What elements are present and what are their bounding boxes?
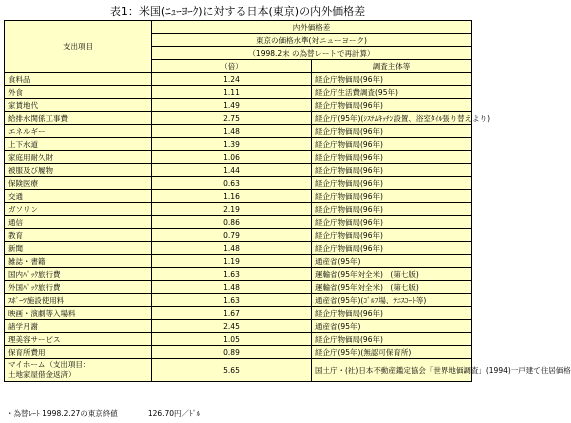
row-item: 諸学月謝: [5, 320, 152, 333]
row-item: 交通: [5, 190, 152, 203]
table-row: [5, 294, 472, 307]
row-value: 1.63: [152, 294, 312, 307]
row-item: 新聞: [5, 242, 152, 255]
table-row: [5, 177, 472, 190]
row-value: 1.67: [152, 307, 312, 320]
row-source: 経企庁物価局(96年): [312, 73, 472, 86]
table-row: [5, 268, 472, 281]
row-source: 経企庁物価局(96年): [312, 125, 472, 138]
row-source: 運輸省(95年対全米) (第七版): [312, 281, 472, 294]
row-source: 経企庁(95年)(無認可保育所): [312, 346, 472, 359]
table-row: [5, 112, 472, 125]
row-item: 理美容サービス: [5, 333, 152, 346]
row-source: 経企庁物価局(96年): [312, 190, 472, 203]
row-item: 雑誌・書籍: [5, 255, 152, 268]
row-item: [5, 359, 152, 382]
footnote: [6, 408, 200, 419]
header-unit-label: （倍）: [152, 60, 312, 73]
row-value: 1.48: [152, 125, 312, 138]
row-source: 経企庁物価局(96年): [312, 203, 472, 216]
row-item: ｽﾎﾟｰﾂ施設使用料: [5, 294, 152, 307]
row-source: 経企庁物価局(96年): [312, 216, 472, 229]
row-value: 1.44: [152, 164, 312, 177]
table-row: [5, 307, 472, 320]
row-item: 外食: [5, 86, 152, 99]
row-source: 経企庁物価局(96年): [312, 177, 472, 190]
header-row-1: [5, 21, 472, 34]
table-row: [5, 255, 472, 268]
header-level-label: 東京の価格水準(対ニューヨーク): [152, 34, 472, 47]
row-source: 通産省(95年): [312, 320, 472, 333]
row-value: 0.63: [152, 177, 312, 190]
row-item: 給排水関係工事費: [5, 112, 152, 125]
row-value: 1.16: [152, 190, 312, 203]
row-source: 経企庁物価局(96年): [312, 242, 472, 255]
footnote-value: 126.70円／ﾄﾞﾙ: [147, 409, 201, 418]
row-item: 被服及び履物: [5, 164, 152, 177]
row-value: 1.05: [152, 333, 312, 346]
row-value: 2.75: [152, 112, 312, 125]
row-value: 2.19: [152, 203, 312, 216]
row-source: 国土庁・(社)日本不動産鑑定協会「世界地価調査」(1994)一戸建て住居価格: [312, 359, 472, 382]
table-row: [5, 203, 472, 216]
row-item: 保険医療: [5, 177, 152, 190]
table-row: [5, 281, 472, 294]
table-row: [5, 164, 472, 177]
row-source: 経企庁物価局(96年): [312, 164, 472, 177]
row-source: 経企庁物価局(96年): [312, 307, 472, 320]
row-value: 1.39: [152, 138, 312, 151]
row-item: 上下水道: [5, 138, 152, 151]
table-row: [5, 99, 472, 112]
table-row: [5, 333, 472, 346]
row-source: 経企庁物価局(96年): [312, 138, 472, 151]
table-title: 表1：米国(ﾆｭｰﾖｰｸ)に対する日本(東京)の内外価格差: [109, 5, 366, 18]
table-row: [5, 138, 472, 151]
row-item: 映画・演劇等入場料: [5, 307, 152, 320]
row-item: 食料品: [5, 73, 152, 86]
footnote-label: ・為替ﾚｰﾄ 1998.2.27の東京終値: [6, 409, 118, 418]
row-item-line2: 土地家屋借金返済）: [8, 370, 76, 379]
row-value: 1.11: [152, 86, 312, 99]
row-source: 通産省(95年): [312, 255, 472, 268]
row-item: エネルギー: [5, 125, 152, 138]
header-basis-label: （1998.2末 の為替レートで再計算）: [152, 47, 472, 60]
row-item: 保育所費用: [5, 346, 152, 359]
row-value: 1.49: [152, 99, 312, 112]
row-item-line1: マイホーム（支出項目：: [8, 360, 91, 369]
row-value: 0.79: [152, 229, 312, 242]
table-row: [5, 151, 472, 164]
row-value: 1.63: [152, 268, 312, 281]
header-group-label: 内外価格差: [152, 21, 472, 34]
row-value: 1.48: [152, 281, 312, 294]
row-source: 経企庁物価局(96年): [312, 333, 472, 346]
row-source: 経企庁(95年)(ｼｽﾃﾑｷｯﾁﾝ設置、浴室ﾀｲﾙ張り替えより): [312, 112, 472, 125]
row-item: 教育: [5, 229, 152, 242]
row-value: 1.06: [152, 151, 312, 164]
row-value: 5.65: [152, 359, 312, 382]
row-source: 経企庁生活費調査(95年): [312, 86, 472, 99]
row-source: 経企庁物価局(96年): [312, 151, 472, 164]
row-source: 経企庁物価局(96年): [312, 229, 472, 242]
row-value: 1.19: [152, 255, 312, 268]
row-item: 家賃地代: [5, 99, 152, 112]
price-gap-table: [4, 20, 571, 382]
row-source: 経企庁物価局(96年): [312, 99, 472, 112]
row-item: 家庭用耐久財: [5, 151, 152, 164]
header-source-label: 調査主体等: [312, 60, 472, 73]
row-value: 0.89: [152, 346, 312, 359]
header-item-label: 支出項目: [5, 21, 152, 73]
table-row: [5, 190, 472, 203]
row-source: 運輸省(95年対全米) (第七版): [312, 268, 472, 281]
table-row: [5, 229, 472, 242]
table-row: [5, 125, 472, 138]
row-item: 通信: [5, 216, 152, 229]
row-item: 外国ﾊﾟｯｸ旅行費: [5, 281, 152, 294]
table-row: [5, 216, 472, 229]
row-value: 2.45: [152, 320, 312, 333]
row-value: 1.24: [152, 73, 312, 86]
row-value: 1.48: [152, 242, 312, 255]
table-row: [5, 320, 472, 333]
row-value: 0.86: [152, 216, 312, 229]
table-row: [5, 346, 472, 359]
row-item: ガソリン: [5, 203, 152, 216]
table-row-myhome: [5, 359, 472, 382]
table-row: [5, 86, 472, 99]
table-row: [5, 242, 472, 255]
row-item: 国内ﾊﾟｯｸ旅行費: [5, 268, 152, 281]
row-source: 通産省(95年)(ｺﾞﾙﾌ場、ﾃﾆｽｺｰﾄ等): [312, 294, 472, 307]
table-row: [5, 73, 472, 86]
